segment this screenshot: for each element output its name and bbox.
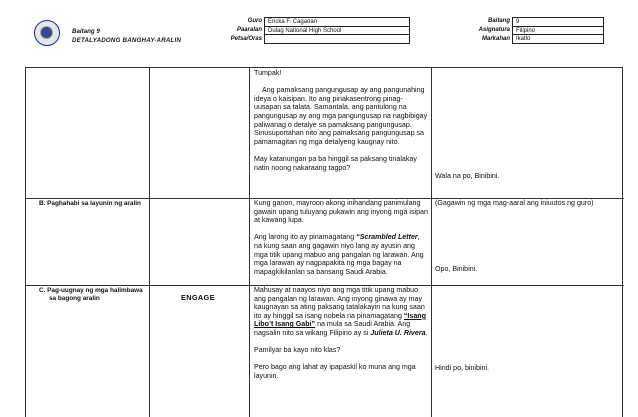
guro-value: Ericka F. Cagaoan <box>265 18 409 27</box>
column-divider <box>431 68 432 417</box>
guro-label: Guro <box>247 18 262 24</box>
asignatura-value: Filipino <box>513 27 603 36</box>
document-title: DETALYADONG BANGHAY-ARALIN <box>72 37 182 44</box>
student-response-row-2a: (Gagawin ng mga mag-aaral ang iniuutos ng guro) <box>435 199 594 207</box>
text-span: . <box>425 328 428 337</box>
subject-info-box <box>512 17 604 44</box>
row-label-b: B. Paghahabi sa layunin ng aralin <box>39 200 141 207</box>
student-response-row-1: Wala na po, Binibini. <box>435 172 500 180</box>
asignatura-label: Asignatura <box>478 27 510 33</box>
header-labels-left <box>190 17 262 47</box>
markahan-value: Ikatlo <box>516 36 531 42</box>
deped-seal-logo <box>34 20 60 46</box>
paaralan-value: Dulag National High School <box>265 27 409 36</box>
teacher-text-row-1 <box>254 69 428 172</box>
column-divider <box>149 68 150 417</box>
student-response-row-3: Hindi po, binibini. <box>435 364 490 372</box>
game-title: “Scrambled Letter <box>356 233 418 242</box>
row-label-c <box>39 287 147 303</box>
lesson-plan-table <box>25 67 623 417</box>
teacher-text-row-3 <box>254 286 430 381</box>
teacher-text-row-2 <box>254 199 428 276</box>
teacher-paragraph <box>254 286 430 338</box>
student-response-row-2b: Opo, Binibini. <box>435 265 478 273</box>
grade-title: Baitang 9 <box>72 28 100 35</box>
translator-name: Julieta U. Rivera <box>370 328 426 337</box>
page-header <box>0 0 638 60</box>
teacher-paragraph: Kung ganon, mayroon akong inihandang panimulang gawain upang tuluyang pukawin ang inyong mga isipan at kawang lupa. <box>254 199 428 225</box>
text-span: , na kung saan ang gagawin niyo lang ay ayusin ang mga titik upang mabuo ang pangalan ng larawan. Ang mga larawan ay nagpapakita ng mga bagay na mapagkikilanlan sa bansang Saudi Arabia. <box>254 233 424 276</box>
column-divider <box>249 68 250 417</box>
header-labels-right <box>440 17 510 47</box>
paaralan-label: Paaralan <box>236 27 262 33</box>
row-label-c-line-1: C. Pag-uugnay ng mga halimbawa <box>39 287 143 294</box>
text-span: Ang larong ito ay pinamagatang <box>254 233 357 242</box>
row-label-c-line-2: sa bagong aralin <box>49 295 100 302</box>
teacher-paragraph: Ang pamaksang pangungusap ay ang pangunahing ideya o kaisipan. Ito ang pinakasentrong pinag-uusapan sa talata. Samantala, ang pantulong na pangungusap ay ang mga pangungusap na nagbibigay paliwanag o detalye sa pamaksang pangungusap. Sinusuportahan nito ang pamaksang pangungusap sa pamamagitan ng mga detalyeng kaugnay nito. <box>254 86 428 146</box>
text-span: Mahusay at naayos niyo ang mga titik upang mabuo ang pangalan ng larawan. Ang inyong ginawa ay may kaugnayan sa ating paksang tatalakayin na kung saan ito ay hinggil sa isang nobela na pinamagatang <box>254 286 425 320</box>
baitang-value: 9 <box>513 18 603 27</box>
teacher-line: Tumpak! <box>254 69 282 77</box>
baitang-label: Baitang <box>487 18 510 24</box>
petsa-label: Petsa/Oras <box>230 36 262 42</box>
teacher-question: May katanungan pa ba hinggil sa paksang tinalakay natin noong nakaraang tagpo? <box>254 154 417 172</box>
teacher-paragraph: Pero bago ang lahat ay ipapaskil ko muna ang mga layunin. <box>254 363 416 380</box>
markahan-label: Markahan <box>481 36 510 42</box>
teacher-paragraph <box>254 233 428 276</box>
teacher-info-box <box>264 17 410 44</box>
novel-title: “Isang Libo’t Isang Gabi” <box>254 311 426 329</box>
petsa-value <box>265 35 409 44</box>
teacher-question: Pamilyar ba kayo nito klas? <box>254 346 341 355</box>
text-span: na mula sa Saudi Arabia. Ang nagsalin nito sa wikang Filipino ay si <box>254 320 411 337</box>
phase-label-engage: ENGAGE <box>181 293 215 302</box>
